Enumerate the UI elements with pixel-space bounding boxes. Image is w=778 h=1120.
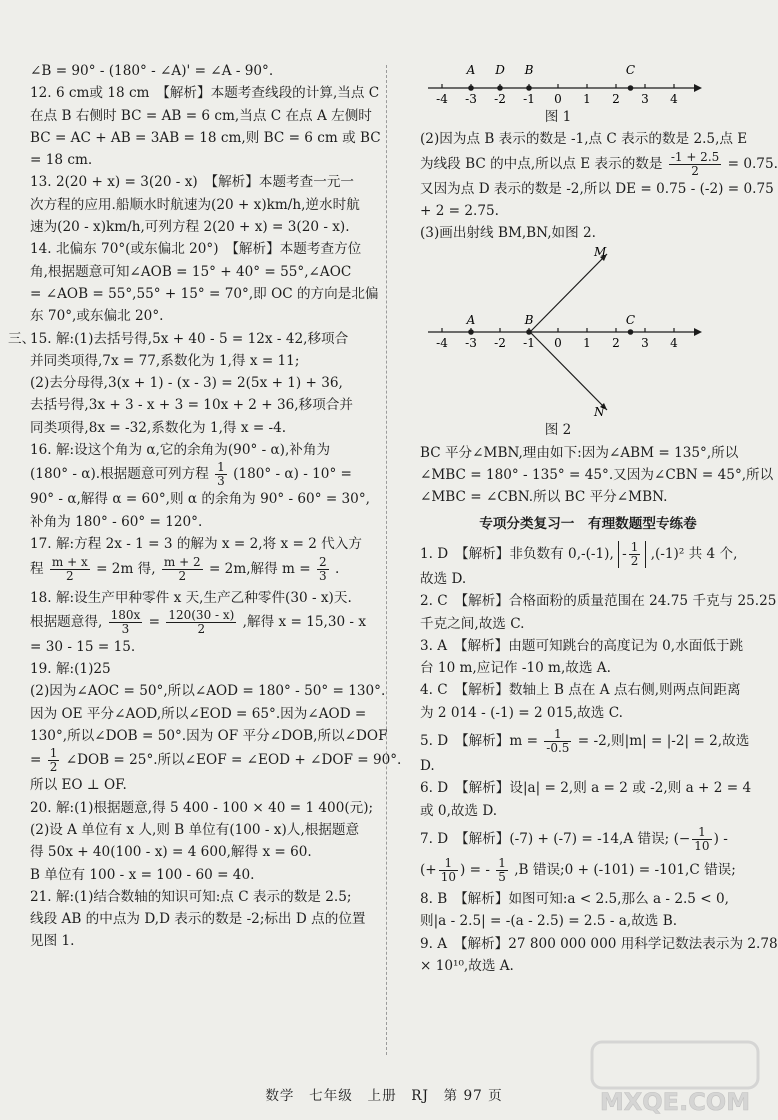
tick-label: -4 — [436, 92, 448, 106]
point-label-B: B — [524, 313, 534, 328]
answer-21-2-midpoint-line — [420, 149, 778, 178]
text-line: 补角为 180° - 60° = 120°. — [30, 513, 203, 530]
point-label-M: M — [594, 245, 607, 260]
q19-text: = — [30, 752, 42, 769]
text-line: = 18 cm. — [30, 152, 93, 169]
q16-equation-line — [30, 461, 380, 488]
q17-text-2: = 2m 得, — [96, 560, 156, 577]
q18-text-3: ,解得 x = 15,30 - x — [242, 613, 367, 630]
q5-fraction: $\frac{1}{-0.5}$ — [546, 727, 570, 756]
q1-abs-value: - $\frac{1}{2}$ — [618, 541, 646, 568]
q7-minus: - — [723, 830, 728, 847]
answers-12-14 — [30, 60, 380, 328]
text-line: ∠MBC = ∠CBN.所以 BC 平分∠MBN. — [420, 489, 668, 506]
ray-bm — [530, 254, 607, 332]
text-line: 为 2 014 - (-1) = 2 015,故选 C. — [420, 704, 623, 721]
q17-fraction-2: $\frac{m + 2}{2}$ — [163, 554, 201, 583]
tick-label: 2 — [612, 92, 620, 106]
q1-text-2: ,(-1)² 共 4 个, — [650, 545, 738, 562]
q18-text: 根据题意得, — [30, 613, 103, 630]
q18-line: 18. 解:设生产甲种零件 x 天,生产乙种零件(30 - x)天. — [30, 589, 352, 606]
q1-line — [420, 541, 756, 568]
text-line: 19. 解:(1)25 — [30, 661, 111, 678]
tick-label: -3 — [465, 92, 477, 106]
text-line: 14. 北偏东 70°(或东偏北 20°) 【解析】本题考查方位 — [30, 241, 362, 258]
answer-21-2-cont — [420, 178, 774, 245]
column-divider — [386, 65, 387, 1055]
answer-21-2 — [420, 128, 756, 150]
point-label-N: N — [594, 405, 605, 420]
text-line: 次方程的应用.船顺水时航速为(20 + x)km/h,逆水时航 — [30, 196, 360, 213]
text-line: 因为 OE 平分∠AOD,所以∠EOD = 65°.因为∠AOD = — [30, 705, 367, 722]
q19-text-2: ∠DOB = 25°.所以∠EOF = ∠EOD + ∠DOF = 90°. — [65, 752, 402, 769]
point-C — [628, 330, 634, 336]
tick-label: 3 — [641, 92, 649, 106]
text-line: BC = AC + AB = 3AB = 18 cm,则 BC = 6 cm 或 BC — [30, 129, 381, 146]
answers-19-21 — [30, 774, 380, 952]
q5-line — [420, 728, 756, 755]
right-column — [420, 60, 778, 977]
tick-label: 0 — [554, 336, 562, 351]
ray-bn — [530, 332, 607, 410]
q18-fraction-1: $\frac{180x}{3}$ — [110, 607, 141, 636]
answers-8-9 — [420, 888, 778, 977]
q17-text-4: . — [334, 560, 340, 577]
point-A — [468, 85, 474, 91]
q17-equation-line — [30, 556, 380, 583]
text-line: 台 10 m,应记作 -10 m,故选 A. — [420, 660, 611, 677]
text-line: 东 70°,或东偏北 20°. — [30, 308, 164, 325]
text-line: 130°,所以∠DOB = 50°.因为 OF 平分∠DOB,所以∠DOF — [30, 728, 388, 745]
q16-text-2: (180° - α) - 10° = — [233, 466, 352, 483]
q19-fraction: $\frac{1}{2}$ — [49, 746, 58, 775]
q7-text-2: = - — [469, 861, 490, 878]
watermark-logo — [590, 1040, 760, 1116]
text-line: 则|a - 2.5| = -(a - 2.5) = 2.5 - a,故选 B. — [420, 913, 678, 930]
text-line: 并同类项得,7x = 77,系数化为 1,得 x = 11; — [30, 352, 300, 369]
text-line: 见图 1. — [30, 933, 75, 950]
answers-1-4 — [420, 568, 777, 724]
tick-label: 4 — [670, 336, 678, 351]
tick-label: -4 — [436, 336, 448, 351]
r2-text: 为线段 BC 的中点,所以点 E 表示的数是 — [420, 155, 663, 172]
left-column — [8, 60, 402, 953]
text-line: 9. A 【解析】27 800 000 000 用科学记数法表示为 2.78 — [420, 935, 778, 952]
page-footer: 数学 七年级 上册 RJ 第 97 页 — [265, 1088, 503, 1104]
text-line: 17. 解:方程 2x - 1 = 3 的解为 x = 2,将 x = 2 代入方 — [30, 535, 362, 552]
tick-label: 3 — [641, 336, 649, 351]
text-line: = 30 - 15 = 15. — [30, 638, 136, 655]
text-line: 90° - α,解得 α = 60°,则 α 的余角为 90° - 60° = 30°, — [30, 491, 370, 508]
q17-fraction-3: $\frac{2}{3}$ — [318, 554, 327, 583]
point-label-C: C — [625, 313, 636, 328]
point-C — [628, 85, 634, 91]
text-line: 线段 AB 的中点为 D,D 表示的数是 -2;标出 D 点的位置 — [30, 911, 366, 928]
figure-2-caption: 图 2 — [544, 422, 572, 439]
q7-text: 7. D 【解析】(-7) + (-7) = -14,A 错误; — [420, 830, 670, 847]
text-line: 故选 D. — [420, 570, 467, 587]
q16-text: (180° - α).根据题意可列方程 — [30, 466, 209, 483]
q7-line-2 — [420, 857, 756, 884]
section-three-mark: 三、 — [8, 330, 36, 347]
answer-21-3 — [420, 442, 774, 509]
tick-label: -1 — [523, 92, 535, 106]
text-line: (3)画出射线 BM,BN,如图 2. — [420, 225, 596, 242]
tick-label: 4 — [670, 92, 678, 106]
q16-fraction: $\frac{1}{3}$ — [217, 460, 225, 489]
q19-equation-line — [30, 746, 402, 775]
point-label-A: A — [466, 63, 476, 77]
ray-figure-2 — [424, 244, 704, 419]
point-D — [497, 85, 503, 91]
text-line: 12. 6 cm或 18 cm 【解析】本题考查线段的计算,当点 C — [30, 85, 380, 102]
point-label-C: C — [625, 63, 636, 77]
tick-label: 1 — [583, 336, 591, 351]
text-line: 速为(20 - x)km/h,可列方程 2(20 + x) = 3(20 - x). — [30, 219, 350, 236]
text-line: × 10¹⁰,故选 A. — [420, 957, 514, 974]
q17-fraction-1: $\frac{m + x}{2}$ — [51, 554, 88, 583]
text-line: 2. C 【解析】合格面粉的质量范围在 24.75 千克与 25.25 — [420, 593, 777, 610]
answers-5-6 — [420, 755, 756, 822]
text-line: (2)去分母得,3(x + 1) - (x - 3) = 2(5x + 1) + 36, — [30, 375, 343, 392]
text-line: 同类项得,8x = -32,系数化为 1,得 x = -4. — [30, 419, 287, 436]
r2-text-2: = 0.75. — [727, 155, 778, 172]
q18-equation-line — [30, 609, 380, 636]
text-line: B 单位有 100 - x = 100 - 60 = 40. — [30, 866, 255, 883]
number-line-figure-1 — [424, 60, 704, 106]
point-A — [468, 330, 474, 336]
q17-text-3: = 2m,解得 m = — [208, 560, 311, 577]
text-line: 千克之间,故选 C. — [420, 615, 525, 632]
tick-label: -2 — [494, 92, 506, 106]
text-line: 角,根据题意可知∠AOB = 15° + 40° = 55°,∠AOC — [30, 263, 352, 280]
figure-1-caption: 图 1 — [544, 109, 572, 125]
text-line: ∠B = 90° - (180° - ∠A)' = ∠A - 90°. — [30, 63, 274, 79]
q7-paren-2: (+ $\frac{1}{10}$ ) — [420, 855, 466, 884]
text-line: 所以 EO ⊥ OF. — [30, 777, 127, 794]
text-line: 在点 B 右侧时 BC = AB = 6 cm,当点 C 在点 A 左侧时 — [30, 107, 372, 124]
tick-label: -1 — [523, 336, 535, 351]
r2-fraction: $\frac{-1 + 2.5}{2}$ — [670, 149, 720, 178]
q1-text: 1. D 【解析】非负数有 0,-(-1), — [420, 545, 614, 562]
text-line: 4. C 【解析】数轴上 B 点在 A 点右侧,则两点间距离 — [420, 682, 741, 699]
text-line: BC 平分∠MBN,理由如下:因为∠ABM = 135°,所以 — [420, 444, 739, 461]
text-line: 又因为点 D 表示的数是 -2,所以 DE = 0.75 - (-2) = 0.75 — [420, 180, 774, 197]
text-line: 去括号得,3x + 3 - x + 3 = 10x + 2 + 36,移项合并 — [30, 397, 353, 414]
q5-text-2: = -2,则|m| = |-2| = 2,故选 — [577, 733, 750, 750]
q5-text: 5. D 【解析】m = — [420, 733, 538, 750]
text-line: (2)因为∠AOC = 50°,所以∠AOD = 180° - 50° = 130°. — [30, 683, 386, 700]
q7-text-3: ,B 错误;0 + (-101) = -101,C 错误; — [514, 861, 736, 878]
answers-15-16 — [30, 328, 380, 462]
text-line: 8. B 【解析】如图可知:a < 2.5,那么 a - 2.5 < 0, — [420, 890, 729, 907]
q7-line — [420, 826, 756, 853]
tick-label: 1 — [583, 92, 591, 106]
text-line: 21. 解:(1)结合数轴的知识可知:点 C 表示的数是 2.5; — [30, 888, 352, 905]
text-line: D. — [420, 758, 435, 775]
text-line: 得 50x + 40(100 - x) = 4 600,解得 x = 60. — [30, 844, 312, 861]
text-line: (2)设 A 单位有 x 人,则 B 单位有(100 - x)人,根据题意 — [30, 821, 360, 838]
text-line: 15. 解:(1)去括号得,5x + 40 - 5 = 12x - 42,移项合 — [30, 330, 349, 347]
q18-text-2: = — [148, 613, 161, 630]
point-B — [526, 85, 532, 91]
q7-fraction-3: $\frac{1}{5}$ — [498, 855, 506, 884]
text-line: (2)因为点 B 表示的数是 -1,点 C 表示的数是 2.5,点 E — [420, 131, 748, 148]
tick-label: -3 — [465, 336, 477, 351]
tick-label: -2 — [494, 336, 506, 351]
point-label-D: D — [495, 63, 505, 77]
svg-text:MXQE.COM: MXQE.COM — [599, 1088, 751, 1116]
text-line: 3. A 【解析】由题可知跳台的高度记为 0,水面低于跳 — [420, 637, 744, 654]
section-title: 专项分类复习一 有理数题型专练卷 — [479, 515, 697, 532]
point-label-B: B — [524, 63, 534, 77]
text-line: + 2 = 2.75. — [420, 202, 499, 219]
text-line: 13. 2(20 + x) = 3(20 - x) 【解析】本题考查一元一 — [30, 174, 355, 191]
point-B — [526, 330, 532, 336]
q17-text: 程 — [30, 560, 44, 577]
answers-18-19 — [30, 636, 388, 747]
q18-fraction-2: $\frac{120(30 - x)}{2}$ — [168, 607, 235, 636]
tick-label: 0 — [554, 92, 562, 106]
text-line: = ∠AOB = 55°,55° + 15° = 70°,即 OC 的方向是北偏 — [30, 285, 379, 302]
text-line: ∠MBC = 180° - 135° = 45°.又因为∠CBN = 45°,所以 — [420, 467, 774, 484]
q7-paren-1: (− $\frac{1}{10}$ ) — [673, 824, 719, 853]
point-label-A: A — [466, 313, 476, 328]
text-line: 6. D 【解析】设|a| = 2,则 a = 2 或 -2,则 a + 2 = 4 — [420, 780, 752, 797]
text-line: 20. 解:(1)根据题意,得 5 400 - 100 × 40 = 1 400(元); — [30, 799, 374, 816]
text-line: 16. 解:设这个角为 α,它的余角为(90° - α),补角为 — [30, 442, 331, 459]
text-line: 或 0,故选 D. — [420, 802, 498, 819]
q15-16-block — [8, 328, 380, 462]
tick-label: 2 — [612, 336, 620, 351]
